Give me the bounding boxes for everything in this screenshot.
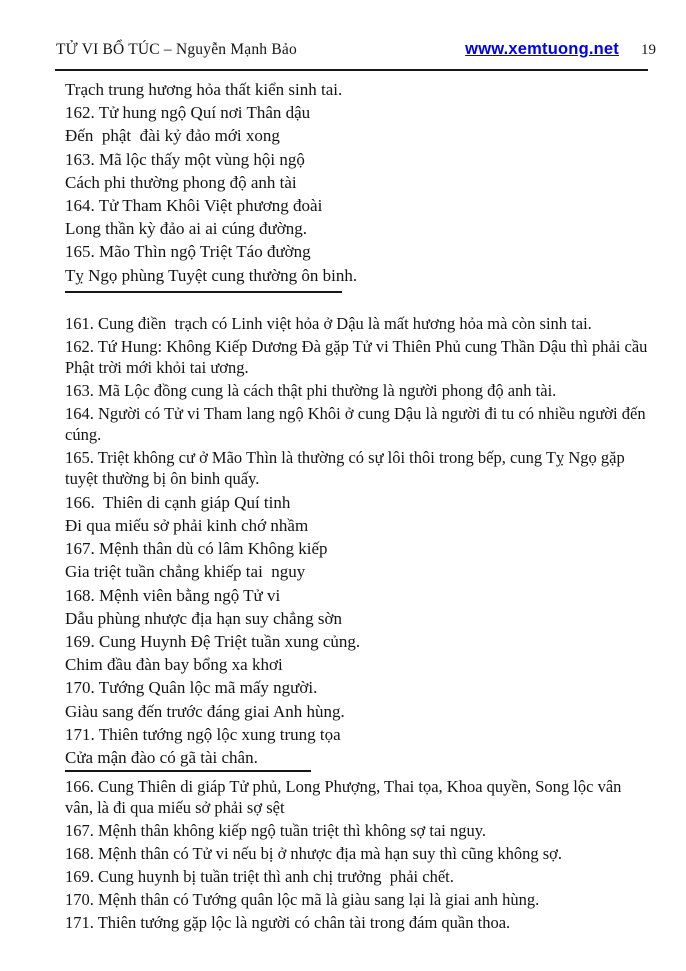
commentary-paragraph: 170. Mệnh thân có Tướng quân lộc mã là giàu sang lại là giai anh hùng. bbox=[65, 889, 540, 909]
verse-line: Dẫu phùng nhược địa hạn suy chẳng sờn bbox=[65, 608, 342, 628]
verse-line: Long thần kỳ đảo ai ai cúng đường. bbox=[65, 219, 307, 239]
page-content bbox=[65, 78, 651, 935]
verse-line: 167. Mệnh thân dù có lâm Không kiếp bbox=[65, 539, 328, 559]
commentary-paragraph: 164. Người có Tử vi Tham lang ngộ Khôi ở cung Dậu là người đi tu có nhiều người đến cúng. bbox=[65, 403, 650, 444]
verse-line: 165. Mão Thìn ngộ Triệt Táo đường bbox=[65, 242, 311, 262]
verse-line: Tỵ Ngọ phùng Tuyệt cung thường ôn binh. bbox=[65, 265, 358, 285]
verse-line: 171. Thiên tướng ngộ lộc xung trung tọa bbox=[65, 724, 341, 744]
verse-section-2 bbox=[65, 491, 651, 769]
verse-section-1 bbox=[65, 78, 651, 287]
commentary-paragraph: 168. Mệnh thân có Tử vi nếu bị ở nhược địa mà hạn suy thì cũng không sợ. bbox=[65, 843, 562, 863]
verse-line: Trạch trung hương hỏa thất kiển sinh tai. bbox=[65, 80, 343, 99]
verse-line: Cửa mận đào có gã tài chân. bbox=[65, 748, 258, 768]
book-title: TỬ VI BỔ TÚC – Nguyễn Mạnh Bảo bbox=[56, 41, 297, 58]
commentary-section-1 bbox=[65, 313, 651, 489]
verse-line: Giàu sang đến trước đáng giai Anh hùng. bbox=[65, 701, 345, 721]
verse-line: Cách phi thường phong độ anh tài bbox=[65, 172, 297, 192]
verse-line: Đến phật đài kỷ đảo mới xong bbox=[65, 126, 280, 146]
verse-line: Đi qua miếu sở phải kinh chớ nhầm bbox=[65, 516, 309, 536]
section-divider-1 bbox=[65, 291, 342, 293]
website-link[interactable]: www.xemtuong.net bbox=[465, 40, 619, 58]
commentary-paragraph: 161. Cung điền trạch có Linh việt hỏa ở Dậu là mất hương hỏa mà còn sinh tai. bbox=[65, 313, 592, 333]
page-header bbox=[56, 40, 656, 59]
section-divider-2 bbox=[65, 770, 311, 772]
verse-line: Gia triệt tuần chẳng khiếp tai nguy bbox=[65, 562, 306, 582]
verse-line: 162. Tử hung ngộ Quí nơi Thân dậu bbox=[65, 103, 311, 123]
commentary-section-2 bbox=[65, 776, 651, 933]
verse-line: 169. Cung Huynh Đệ Triệt tuần xung củng. bbox=[65, 632, 361, 652]
verse-line: Chim đầu đàn bay bổng xa khơi bbox=[65, 655, 283, 675]
header-rule bbox=[55, 69, 648, 71]
commentary-paragraph: 167. Mệnh thân không kiếp ngộ tuần triệt thì không sợ tai nguy. bbox=[65, 820, 487, 840]
page-number: 19 bbox=[641, 42, 656, 58]
commentary-paragraph: 163. Mã Lộc đồng cung là cách thật phi thường là người phong độ anh tài. bbox=[65, 380, 557, 400]
commentary-paragraph: 169. Cung huynh bị tuần triệt thì anh chị trưởng phải chết. bbox=[65, 866, 454, 886]
verse-line: 163. Mã lộc thấy một vùng hội ngộ bbox=[65, 149, 305, 169]
verse-line: 166. Thiên di cạnh giáp Quí tinh bbox=[65, 492, 291, 512]
commentary-paragraph: 171. Thiên tướng gặp lộc là người có chân tài trong đám quần thoa. bbox=[65, 912, 511, 932]
verse-line: 168. Mệnh viên bằng ngộ Tử vi bbox=[65, 585, 281, 605]
commentary-paragraph: 166. Cung Thiên di giáp Tử phủ, Long Phượng, Thai tọa, Khoa quyền, Song lộc vân vân, là đi qua miếu sở phải sợ sệt bbox=[65, 776, 626, 817]
commentary-paragraph: 162. Tứ Hung: Không Kiếp Dương Đà gặp Tử vi Thiên Phủ cung Thần Dậu thì phải cầu Phật trời mới khỏi tai ương. bbox=[65, 336, 652, 377]
verse-line: 164. Tử Tham Khôi Việt phương đoài bbox=[65, 196, 323, 216]
commentary-paragraph: 165. Triệt không cư ở Mão Thìn là thường có sự lôi thôi trong bếp, cung Tỵ Ngọ gặp tuyệt thường bị ôn binh quấy. bbox=[65, 447, 629, 488]
verse-line: 170. Tướng Quân lộc mã mấy người. bbox=[65, 678, 318, 698]
